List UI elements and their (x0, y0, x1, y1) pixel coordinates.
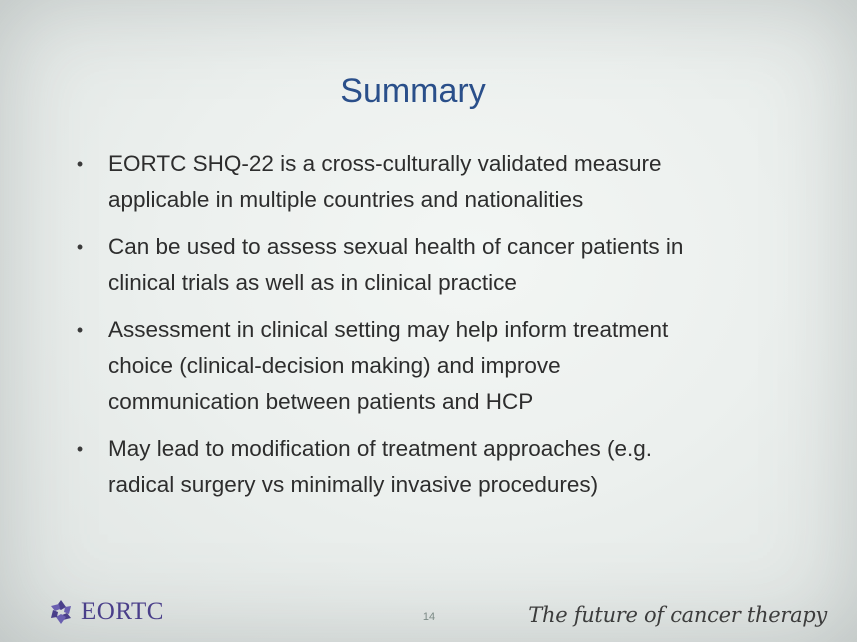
bullet-item (74, 312, 794, 420)
eortc-logo (47, 598, 164, 626)
bullet-line: Assessment in clinical setting may help inform treatment (108, 317, 669, 342)
bullet-line: Can be used to assess sexual health of cancer patients in (108, 234, 684, 259)
bullet-line: EORTC SHQ-22 is a cross-culturally validated measure (108, 151, 662, 176)
bullet-marker: • (76, 237, 84, 257)
footer-tagline: The future of cancer therapy (528, 603, 827, 627)
eortc-logo-icon (47, 598, 75, 626)
bullet-item (74, 431, 794, 503)
bullet-marker: • (76, 320, 84, 340)
page-number: 14 (422, 611, 436, 623)
bullet-list (74, 146, 794, 514)
bullet-line: choice (clinical-decision making) and improve (108, 353, 561, 378)
bullet-item (74, 146, 794, 218)
bullet-line: applicable in multiple countries and nationalities (108, 187, 584, 212)
eortc-logo-text: EORTC (81, 598, 164, 625)
bullet-line: clinical trials as well as in clinical practice (108, 270, 517, 295)
bullet-item (74, 229, 794, 301)
bullet-marker: • (76, 439, 84, 459)
slide-title: Summary (340, 72, 486, 110)
bullet-marker: • (76, 154, 84, 174)
bullet-line: communication between patients and HCP (108, 389, 534, 414)
bullet-line: May lead to modification of treatment approaches (e.g. (108, 436, 653, 461)
bullet-line: radical surgery vs minimally invasive procedures) (108, 472, 599, 497)
